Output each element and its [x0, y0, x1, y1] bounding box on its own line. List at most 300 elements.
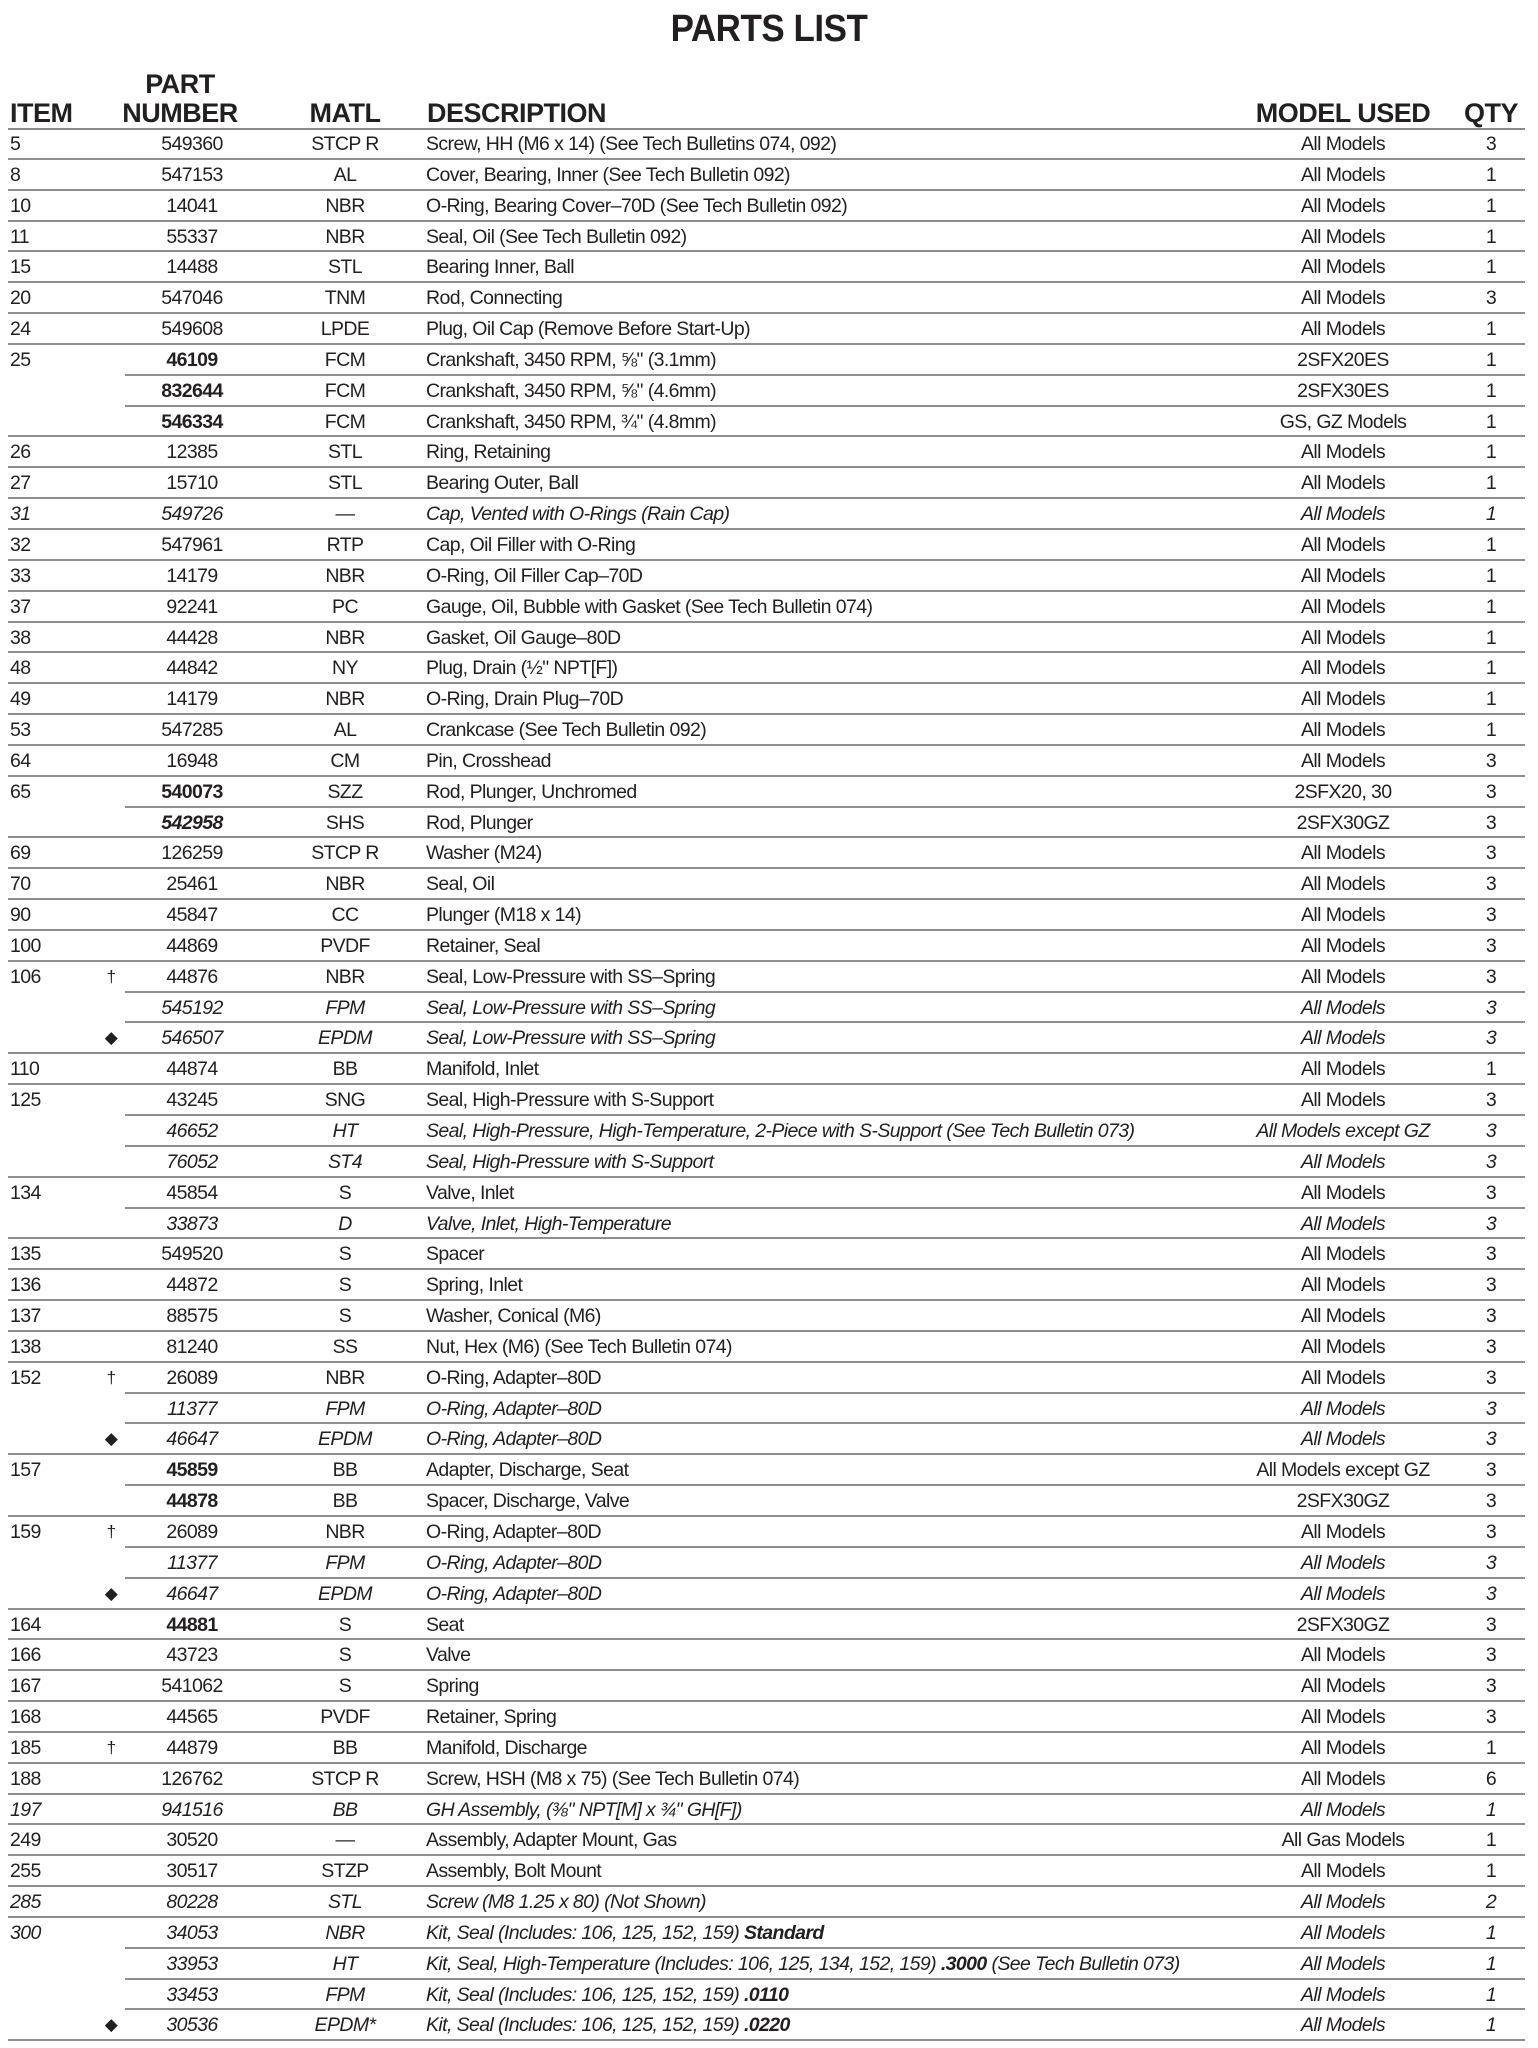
model-used: All Models	[1301, 1582, 1385, 1605]
quantity: 3	[1485, 1027, 1497, 1050]
material: EPDM	[318, 1027, 372, 1050]
part-number: 545192	[161, 996, 223, 1019]
table-row	[8, 623, 1525, 654]
description-text: Spring	[426, 1675, 479, 1698]
column-header-description: DESCRIPTION	[427, 98, 607, 128]
item-number: 136	[10, 1274, 41, 1297]
description-text: Seal, Oil (See Tech Bulletin 092)	[426, 225, 687, 248]
model-used: All Models	[1301, 873, 1385, 896]
model-used: All Models	[1301, 1366, 1385, 1389]
material: —	[335, 1829, 355, 1852]
description	[426, 1486, 629, 1516]
table-row	[8, 129, 1525, 160]
description	[426, 900, 581, 930]
model-used: All Models	[1301, 719, 1385, 742]
quantity: 3	[1485, 1243, 1497, 1266]
model-used: All Models	[1301, 1952, 1385, 1975]
material: SHS	[325, 811, 365, 834]
description-text: Plug, Oil Cap (Remove Before Start-Up)	[426, 318, 750, 341]
table-row	[8, 1332, 1525, 1363]
description-code: Standard	[743, 1921, 824, 1944]
material: AL	[333, 719, 357, 742]
table-row	[8, 2010, 1525, 2041]
item-number: 5	[10, 133, 21, 155]
table-row	[8, 653, 1525, 684]
model-used: All Models	[1301, 934, 1385, 957]
description-text: Screw, HH (M6 x 14) (See Tech Bulletins 074, 092)	[426, 133, 837, 155]
description-text: Washer, Conical (M6)	[426, 1305, 601, 1328]
material: RTP	[326, 533, 364, 556]
quantity: 3	[1485, 1551, 1497, 1574]
table-row	[8, 1887, 1525, 1918]
model-used: All Models	[1301, 225, 1385, 248]
part-number: 546507	[161, 1027, 223, 1050]
diamond-marker-icon: ◆	[104, 1429, 118, 1449]
item-number: 26	[10, 441, 31, 464]
description	[426, 1856, 601, 1886]
description-text: Screw (M8 1.25 x 80) (Not Shown)	[426, 1891, 706, 1914]
description-text: Spacer	[426, 1243, 485, 1266]
part-number: 76052	[166, 1150, 218, 1173]
material: NBR	[325, 965, 365, 988]
description-text: Rod, Connecting	[426, 287, 563, 310]
description-text: Pin, Crosshead	[426, 749, 551, 772]
model-used: All Models	[1301, 965, 1385, 988]
part-number: 44879	[166, 1736, 218, 1759]
part-number: 46109	[166, 348, 218, 371]
description-text: O-Ring, Oil Filler Cap–70D	[426, 564, 643, 587]
table-row	[8, 499, 1525, 530]
part-number: 541062	[161, 1675, 223, 1698]
model-used: All Models	[1301, 1243, 1385, 1266]
description	[426, 746, 551, 776]
model-used: All Models	[1301, 1736, 1385, 1759]
quantity: 3	[1485, 1582, 1497, 1605]
diamond-marker-icon: ◆	[104, 2015, 118, 2035]
description-text: Nut, Hex (M6) (See Tech Bulletin 074)	[426, 1335, 732, 1358]
material: NBR	[325, 873, 365, 896]
quantity: 3	[1485, 811, 1497, 834]
description	[426, 252, 574, 282]
table-row	[8, 869, 1525, 900]
item-number: 188	[10, 1767, 41, 1790]
model-used: All Models	[1301, 1335, 1385, 1358]
description-text: O-Ring, Bearing Cover–70D (See Tech Bulletin 092)	[426, 194, 848, 217]
description-text: Seat	[426, 1613, 464, 1636]
material: FPM	[325, 996, 365, 1019]
material: NBR	[325, 1921, 365, 1944]
quantity: 1	[1485, 1952, 1497, 1975]
model-used: All Models	[1301, 1644, 1385, 1667]
description-text: Cover, Bearing, Inner (See Tech Bulletin 092)	[426, 163, 790, 186]
part-number: 44869	[166, 934, 218, 957]
quantity: 1	[1485, 564, 1497, 587]
description-text: Gauge, Oil, Bubble with Gasket (See Tech Bulletin 074)	[426, 595, 873, 618]
item-number: 168	[10, 1706, 41, 1729]
quantity: 1	[1485, 657, 1497, 680]
item-number: 159	[10, 1520, 41, 1543]
quantity: 3	[1485, 934, 1497, 957]
table-row	[8, 592, 1525, 623]
material: STCP R	[311, 842, 379, 865]
model-used: All Models except GZ	[1256, 1120, 1430, 1142]
table-row	[8, 1178, 1525, 1209]
part-number: 43245	[166, 1089, 218, 1112]
material: CM	[330, 749, 360, 772]
description-text: Retainer, Spring	[426, 1706, 557, 1729]
item-number: 48	[10, 657, 31, 680]
description	[426, 1795, 742, 1825]
material: FCM	[324, 410, 366, 433]
material: EPDM	[318, 1582, 372, 1605]
table-row	[8, 1856, 1525, 1887]
item-number: 100	[10, 934, 41, 957]
description-text: O-Ring, Adapter–80D	[426, 1582, 602, 1605]
quantity: 3	[1485, 1366, 1497, 1389]
table-row	[8, 407, 1525, 438]
description	[426, 468, 578, 498]
description-text: Kit, Seal (Includes: 106, 125, 152, 159)	[426, 1921, 744, 1944]
item-number: 152	[10, 1366, 41, 1389]
material: S	[338, 1675, 352, 1698]
model-used: All Models	[1301, 1675, 1385, 1698]
material: TNM	[324, 287, 366, 310]
item-number: 285	[10, 1891, 41, 1914]
quantity: 1	[1485, 1860, 1497, 1883]
description-text: O-Ring, Adapter–80D	[426, 1366, 602, 1389]
part-number: 44872	[166, 1274, 218, 1297]
item-number: 64	[10, 749, 31, 772]
material: SZZ	[327, 780, 363, 803]
material: ST4	[328, 1150, 362, 1173]
description-text: Valve	[426, 1644, 471, 1667]
item-number: 24	[10, 318, 31, 341]
table-row	[8, 1455, 1525, 1486]
description	[426, 1363, 601, 1393]
item-number: 25	[10, 348, 31, 371]
material: HT	[332, 1952, 358, 1975]
quantity: 1	[1485, 533, 1497, 556]
description	[426, 1270, 522, 1300]
row-divider	[8, 2039, 1525, 2041]
description-code: .0110	[743, 1983, 789, 2006]
material: FCM	[324, 348, 366, 371]
description-text: Rod, Plunger	[426, 811, 533, 834]
item-number: 106	[10, 965, 41, 988]
table-row	[8, 1270, 1525, 1301]
table-row	[8, 1209, 1525, 1240]
description-text: O-Ring, Adapter–80D	[426, 1397, 602, 1420]
item-number: 27	[10, 472, 31, 495]
model-used: All Models	[1301, 1767, 1385, 1790]
description-text: Cap, Oil Filler with O-Ring	[426, 533, 636, 556]
part-number: 26089	[166, 1520, 218, 1543]
quantity: 3	[1485, 1305, 1497, 1328]
description	[426, 1548, 601, 1578]
description-text: Screw, HSH (M8 x 75) (See Tech Bulletin 074)	[426, 1767, 800, 1790]
material: S	[338, 1181, 352, 1204]
description	[426, 1579, 601, 1609]
model-used: All Models	[1301, 533, 1385, 556]
description	[426, 1640, 470, 1670]
description-text: Seal, High-Pressure, High-Temperature, 2-Piece with S-Support (See Tech Bulletin 073)	[426, 1120, 1135, 1142]
description	[426, 1671, 479, 1701]
table-row	[8, 684, 1525, 715]
quantity: 1	[1485, 595, 1497, 618]
quantity: 3	[1485, 1335, 1497, 1358]
table-row	[8, 1733, 1525, 1764]
diamond-marker-icon: ◆	[104, 1583, 118, 1603]
material: PC	[332, 595, 358, 618]
model-used: All Models	[1301, 1089, 1385, 1112]
material: SNG	[324, 1089, 366, 1112]
description	[426, 561, 642, 591]
quantity: 2	[1485, 1891, 1497, 1914]
model-used: All Models	[1301, 564, 1385, 587]
material: NBR	[325, 1520, 365, 1543]
description-text: Retainer, Seal	[426, 934, 541, 957]
quantity: 1	[1485, 1829, 1497, 1852]
description	[426, 1949, 1180, 1979]
item-number: 166	[10, 1644, 41, 1667]
model-used: All Models	[1301, 1428, 1385, 1451]
part-number: 546334	[161, 410, 223, 433]
model-used: All Models	[1301, 1860, 1385, 1883]
description-text: Seal, Low-Pressure with SS–Spring	[426, 965, 716, 988]
part-number: 45847	[166, 904, 218, 927]
material: NBR	[325, 688, 365, 711]
material: FCM	[324, 379, 366, 402]
table-row	[8, 746, 1525, 777]
description	[426, 715, 706, 745]
description-text: Bearing Outer, Ball	[426, 472, 579, 495]
part-number: 92241	[166, 595, 218, 618]
page-title: PARTS LIST	[670, 8, 868, 50]
material: S	[338, 1274, 352, 1297]
quantity: 3	[1485, 965, 1497, 988]
item-number: 53	[10, 719, 31, 742]
table-row	[8, 715, 1525, 746]
model-used: All Models	[1301, 194, 1385, 217]
description	[426, 2010, 790, 2040]
part-number: 14488	[166, 256, 218, 279]
part-number: 34053	[166, 1921, 218, 1944]
part-number: 45854	[166, 1181, 218, 1204]
model-used: All Models	[1301, 626, 1385, 649]
table-row	[8, 931, 1525, 962]
description	[426, 376, 716, 406]
item-number: 185	[10, 1736, 41, 1759]
model-used: 2SFX20, 30	[1294, 780, 1392, 803]
material: D	[338, 1212, 352, 1235]
table-row	[8, 1023, 1525, 1054]
description-text: Valve, Inlet	[426, 1181, 514, 1204]
table-row	[8, 314, 1525, 345]
description-code: .0220	[743, 2014, 790, 2037]
description	[426, 1178, 514, 1208]
material: PVDF	[320, 1706, 370, 1729]
quantity: 3	[1485, 1397, 1497, 1420]
model-used: All Models	[1301, 503, 1385, 526]
quantity: 3	[1485, 1613, 1497, 1636]
item-number: 20	[10, 287, 31, 310]
description	[426, 1918, 824, 1948]
table-row	[8, 1671, 1525, 1702]
material: BB	[332, 1058, 358, 1081]
part-number: 44565	[166, 1706, 218, 1729]
item-number: 49	[10, 688, 31, 711]
material: NBR	[325, 225, 365, 248]
material: S	[338, 1644, 352, 1667]
description	[426, 314, 750, 344]
description	[426, 1116, 1134, 1146]
description-text: Washer (M24)	[426, 842, 542, 865]
model-used: All Models	[1301, 1212, 1385, 1235]
table-row	[8, 1517, 1525, 1548]
description	[426, 1702, 556, 1732]
part-number: 11377	[167, 1397, 217, 1420]
description	[426, 931, 540, 961]
model-used: All Models	[1301, 163, 1385, 186]
item-number: 164	[10, 1613, 41, 1636]
description-text: Gasket, Oil Gauge–80D	[426, 626, 621, 649]
item-number: 38	[10, 626, 31, 649]
table-row	[8, 1548, 1525, 1579]
quantity: 3	[1485, 287, 1497, 310]
table-row	[8, 1825, 1525, 1856]
description	[426, 222, 687, 252]
description	[426, 623, 620, 653]
table-row	[8, 808, 1525, 839]
part-number: 126259	[161, 842, 223, 865]
description	[426, 1825, 677, 1855]
description	[426, 869, 494, 899]
model-used: All Models	[1301, 1027, 1385, 1050]
table-row	[8, 1702, 1525, 1733]
quantity: 3	[1485, 1675, 1497, 1698]
table-row	[8, 561, 1525, 592]
material: EPDM	[318, 1428, 372, 1451]
model-used: All Models	[1301, 133, 1385, 155]
material: FPM	[325, 1397, 365, 1420]
description	[426, 1610, 464, 1640]
table-row	[8, 283, 1525, 314]
description	[426, 1054, 538, 1084]
quantity: 1	[1485, 1798, 1497, 1821]
table-row	[8, 962, 1525, 993]
table-row	[8, 1980, 1525, 2011]
part-number: 81240	[166, 1335, 218, 1358]
model-used: All Models	[1301, 287, 1385, 310]
description	[426, 1517, 601, 1547]
model-used: All Models	[1301, 657, 1385, 680]
model-used: All Models	[1301, 472, 1385, 495]
part-number: 88575	[166, 1305, 218, 1328]
model-used: All Models	[1301, 1274, 1385, 1297]
description	[426, 191, 847, 221]
item-number: 37	[10, 595, 31, 618]
description	[426, 684, 623, 714]
table-row	[8, 468, 1525, 499]
model-used: All Models	[1301, 1305, 1385, 1328]
quantity: 6	[1485, 1767, 1497, 1790]
model-used: All Models	[1301, 441, 1385, 464]
description-text: Crankshaft, 3450 RPM, ¾" (4.8mm)	[426, 410, 717, 433]
material: PVDF	[320, 934, 370, 957]
quantity: 1	[1485, 379, 1497, 402]
quantity: 1	[1485, 225, 1497, 248]
part-number: 46647	[166, 1428, 218, 1451]
model-used: All Models	[1301, 1551, 1385, 1574]
material: STZP	[321, 1860, 369, 1883]
model-used: All Models	[1301, 1181, 1385, 1204]
column-header-item: ITEM	[10, 98, 73, 128]
description-text: O-Ring, Adapter–80D	[426, 1551, 602, 1574]
quantity: 1	[1485, 1736, 1497, 1759]
table-row	[8, 1301, 1525, 1332]
part-number: 542958	[161, 811, 223, 834]
description	[426, 1980, 788, 2010]
item-number: 70	[10, 873, 31, 896]
quantity: 3	[1485, 1089, 1497, 1112]
part-number: 44878	[166, 1490, 218, 1513]
column-header-model-used: MODEL USED	[1255, 98, 1431, 128]
item-number: 33	[10, 564, 31, 587]
quantity: 1	[1485, 688, 1497, 711]
quantity: 1	[1485, 1983, 1497, 2006]
item-number: 255	[10, 1860, 41, 1883]
quantity: 1	[1485, 2014, 1497, 2037]
dagger-marker-icon: †	[106, 1737, 116, 1757]
table-row	[8, 1918, 1525, 1949]
material: STL	[328, 441, 362, 464]
part-number: 44428	[166, 626, 218, 649]
material: STL	[328, 472, 362, 495]
part-number: 540073	[161, 780, 223, 803]
description-text: Kit, Seal (Includes: 106, 125, 152, 159)	[426, 1983, 744, 2006]
description-text: Plug, Drain (½" NPT[F])	[426, 657, 618, 680]
part-number: 549360	[161, 133, 223, 155]
description	[426, 499, 729, 529]
model-used: All Models	[1301, 595, 1385, 618]
item-number: 137	[10, 1305, 41, 1328]
part-number: 14179	[166, 564, 218, 587]
table-row	[8, 252, 1525, 283]
table-row	[8, 1579, 1525, 1610]
description-text: O-Ring, Drain Plug–70D	[426, 688, 624, 711]
description	[426, 1147, 713, 1177]
quantity: 3	[1485, 904, 1497, 927]
part-number: 549608	[161, 318, 223, 341]
material: STL	[328, 256, 362, 279]
table-row	[8, 1424, 1525, 1455]
part-number: 45859	[166, 1459, 218, 1482]
description	[426, 838, 542, 868]
part-number: 16948	[166, 749, 218, 772]
table-row	[8, 345, 1525, 376]
part-number: 547153	[161, 163, 223, 186]
part-number: 44874	[166, 1058, 218, 1081]
part-number: 55337	[166, 225, 218, 248]
item-number: 32	[10, 533, 31, 556]
description-text: Cap, Vented with O-Rings (Rain Cap)	[426, 503, 730, 526]
parts-table	[8, 129, 1525, 2041]
quantity: 3	[1485, 842, 1497, 865]
item-number: 300	[10, 1921, 41, 1944]
material: NY	[332, 657, 358, 680]
model-used: All Models	[1301, 1921, 1385, 1944]
part-number: 43723	[166, 1644, 218, 1667]
